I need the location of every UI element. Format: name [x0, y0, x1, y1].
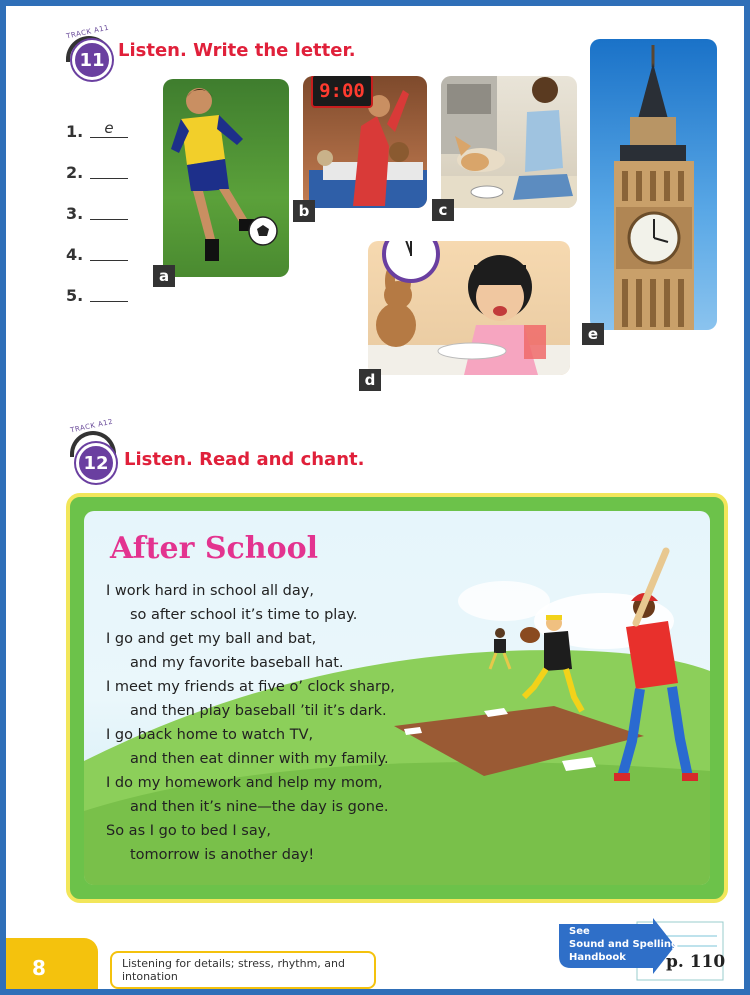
- poem-line-3: I go and get my ball and bat,: [106, 631, 317, 647]
- photo-big-ben: [590, 39, 717, 330]
- answer-blank-3[interactable]: [90, 201, 128, 220]
- poem-line-11: So as I go to bed I say,: [106, 823, 271, 839]
- handbook-line-1: See: [569, 926, 590, 937]
- poem-line-1: I work hard in school all day,: [106, 583, 314, 599]
- page-reference[interactable]: p. 110: [666, 952, 726, 972]
- poem-line-2: so after school it’s time to play.: [130, 607, 358, 623]
- page-number-tab: [6, 938, 98, 995]
- skill-description: Listening for details; stress, rhythm, and intonation: [110, 951, 376, 989]
- photo-soccer-boy: [163, 79, 289, 277]
- photo-feeding-cat: [441, 76, 577, 208]
- activity-number-12: 12: [76, 443, 116, 483]
- activity-12-instruction: Listen. Read and chant.: [124, 449, 365, 470]
- page-number: 8: [32, 956, 46, 980]
- poem-line-7: I go back home to watch TV,: [106, 727, 314, 743]
- answer-blank-4[interactable]: [90, 242, 128, 261]
- activity-11-instruction: Listen. Write the letter.: [118, 40, 356, 61]
- chant-card-inner: [84, 511, 710, 885]
- answer-blank-5[interactable]: [90, 283, 128, 302]
- activity-number-11: 11: [72, 40, 112, 80]
- poem-line-12: tomorrow is another day!: [130, 847, 315, 863]
- photo-label-a: a: [153, 265, 175, 287]
- photo-label-b: b: [293, 200, 315, 222]
- photo-label-c: c: [432, 199, 454, 221]
- answer-blank-2[interactable]: [90, 160, 128, 179]
- item-number-3: 3.: [66, 204, 84, 223]
- feeding-cat-illustration: [441, 76, 577, 208]
- photo-eating-dinner: [368, 241, 570, 375]
- photo-wake-up: [303, 76, 427, 208]
- poem-line-5: I meet my friends at five o’ clock sharp,: [106, 679, 395, 695]
- photo-label-d: d: [359, 369, 381, 391]
- poem-line-4: and my favorite baseball hat.: [130, 655, 344, 671]
- item-number-2: 2.: [66, 163, 84, 182]
- photo-label-e: e: [582, 323, 604, 345]
- poem-line-6: and then play baseball ’til it’s dark.: [130, 703, 387, 719]
- handbook-reference[interactable]: [557, 918, 727, 984]
- poem-line-9: I do my homework and help my mom,: [106, 775, 383, 791]
- poem-title: After School: [110, 531, 319, 566]
- answer-blank-1[interactable]: e: [90, 119, 128, 138]
- big-ben-illustration: [590, 39, 717, 330]
- track-label-12: TRACK A12: [69, 417, 114, 435]
- chant-card: [66, 493, 728, 903]
- track-label-11: TRACK A11: [65, 23, 110, 41]
- digital-clock-display: 9:00: [311, 76, 373, 108]
- poem-line-10: and then it’s nine—the day is gone.: [130, 799, 389, 815]
- handbook-line-2: Sound and Spelling: [569, 939, 679, 950]
- item-number-1: 1.: [66, 122, 84, 141]
- item-number-5: 5.: [66, 286, 84, 305]
- item-number-4: 4.: [66, 245, 84, 264]
- soccer-boy-illustration: [163, 79, 289, 277]
- handbook-line-3: Handbook: [569, 952, 626, 963]
- poem-line-8: and then eat dinner with my family.: [130, 751, 389, 767]
